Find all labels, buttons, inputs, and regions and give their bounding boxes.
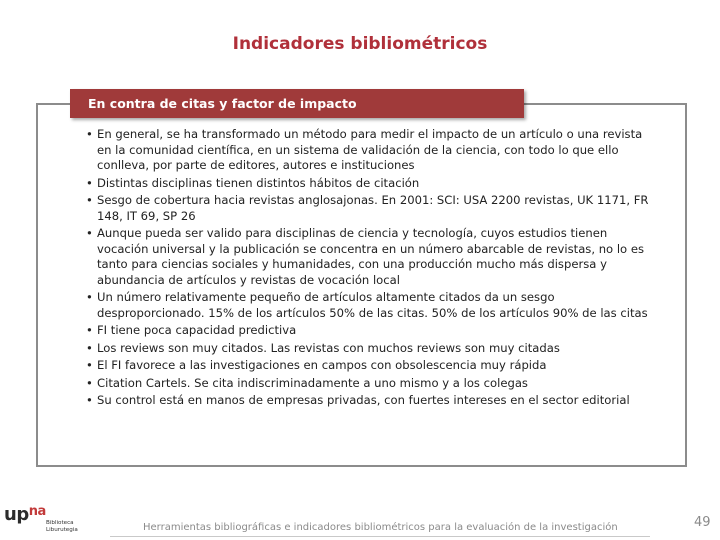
- list-item: [86, 226, 650, 288]
- list-item: [86, 176, 650, 192]
- logo-line-2: Liburutegia: [46, 527, 78, 533]
- logo-line-1: Biblioteca: [46, 520, 74, 526]
- list-item: [86, 193, 650, 224]
- bullet-icon: •: [86, 393, 93, 407]
- list-item: [86, 127, 650, 174]
- list-item: [86, 393, 650, 409]
- list-item: [86, 290, 650, 321]
- section-header: En contra de citas y factor de impacto: [70, 89, 524, 118]
- upna-logo: [4, 498, 94, 538]
- logo-subtitle: [46, 520, 78, 534]
- list-item: [86, 323, 650, 339]
- bullet-text: Un número relativamente pequeño de artículos altamente citados da un sesgo desproporcionado. 15% de los artículos 50% de las citas. 50% de los artículos 90% de las citas: [97, 290, 648, 320]
- bullet-text: Sesgo de cobertura hacia revistas anglosajonas. En 2001: SCI: USA 2200 revistas, UK 1171, FR 148, IT 69, SP 26: [97, 193, 649, 223]
- bullet-icon: •: [86, 175, 93, 190]
- bullet-icon: •: [86, 340, 93, 355]
- list-item: [86, 376, 650, 392]
- bullet-icon: •: [86, 290, 93, 304]
- bullet-text: Su control está en manos de empresas privadas, con fuertes intereses en el sector editorial: [97, 393, 630, 407]
- bullet-text: FI tiene poca capacidad predictiva: [97, 323, 297, 337]
- bullet-icon: •: [86, 375, 93, 390]
- slide-title: Indicadores bibliométricos: [232, 34, 488, 54]
- list-item: [86, 341, 650, 357]
- bullet-icon: •: [86, 193, 93, 207]
- bullet-text: En general, se ha transformado un método para medir el impacto de un artículo o una revista en la comunidad científica, en un sistema de validación de la ciencia, con todo lo que ello conlleva, por parte de editores, autores e instituciones: [97, 127, 643, 172]
- bullet-icon: •: [86, 323, 93, 337]
- page-number: 49: [694, 515, 711, 530]
- bullet-icon: •: [86, 358, 93, 372]
- logo-prefix: up: [4, 504, 29, 525]
- bullet-text: El FI favorece a las investigaciones en campos con obsolescencia muy rápida: [97, 358, 547, 372]
- footer-text: Herramientas bibliográficas e indicadores bibliométricos para la evaluación de la investigación: [143, 522, 618, 533]
- bullet-list: [86, 127, 650, 411]
- bullet-icon: •: [86, 127, 93, 141]
- bullet-icon: •: [86, 226, 93, 240]
- bullet-text: Distintas disciplinas tienen distintos hábitos de citación: [97, 175, 420, 190]
- bullet-text: Aunque pueda ser valido para disciplinas de ciencia y tecnología, cuyos estudios tienen vocación universal y la publicación se concentra en un número abarcable de revistas, no lo es tanto para ciencias sociales y humanidades, con una producción mucho más dispersa y abundancia de artículos y revistas de vocación local: [97, 226, 645, 287]
- footer-divider: [110, 536, 650, 537]
- list-item: [86, 358, 650, 374]
- logo-suffix: na: [28, 504, 46, 519]
- bullet-text: Citation Cartels. Se cita indiscriminadamente a uno mismo y a los colegas: [97, 375, 528, 390]
- bullet-text: Los reviews son muy citados. Las revistas con muchos reviews son muy citadas: [97, 340, 560, 355]
- logo-wordmark: [4, 504, 46, 525]
